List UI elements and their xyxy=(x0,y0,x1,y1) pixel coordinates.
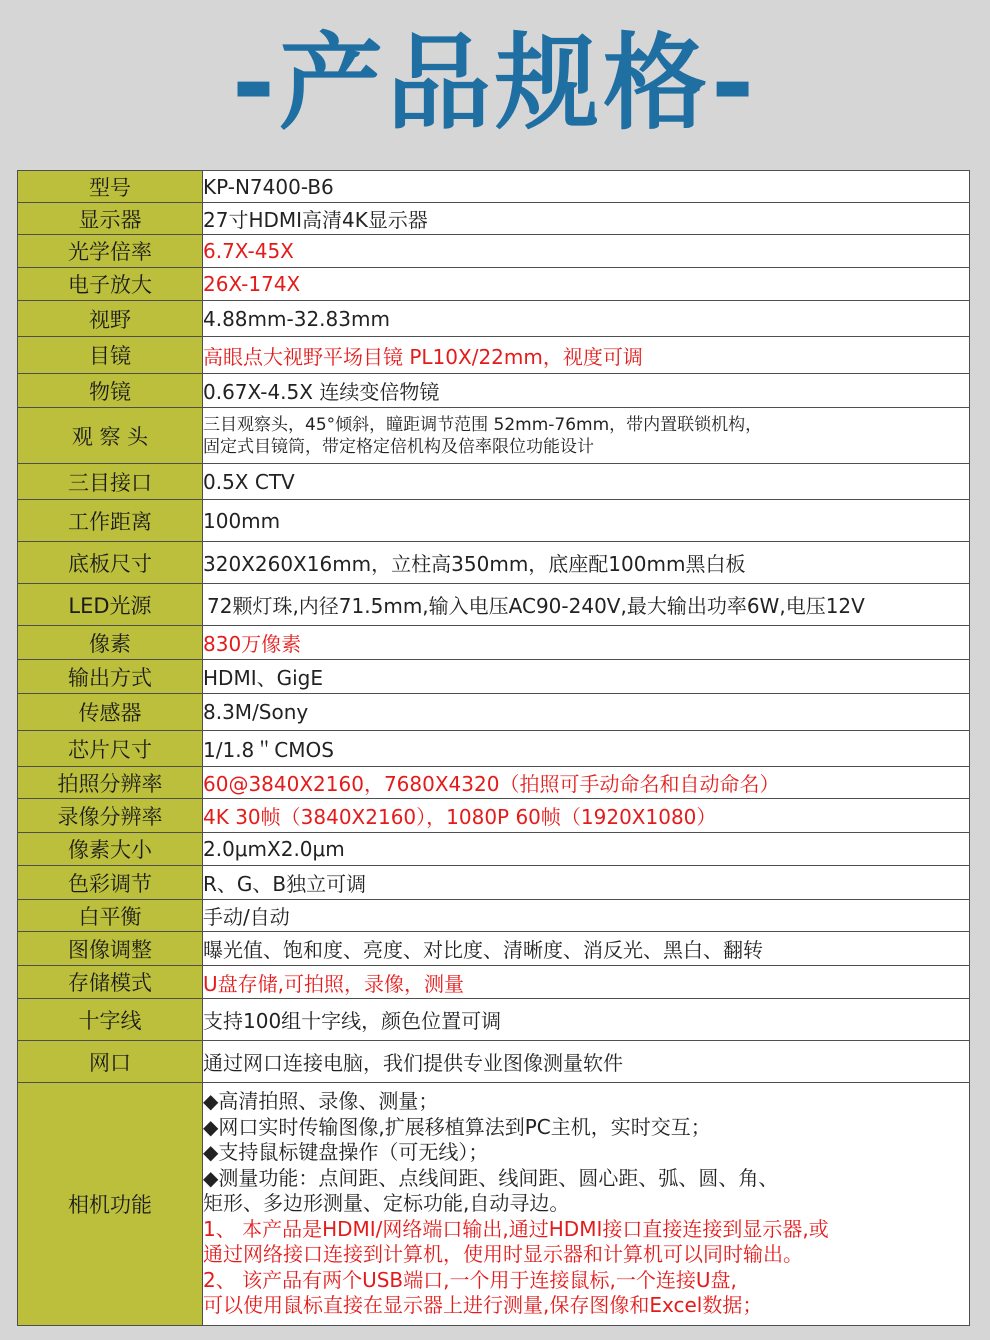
row-value: 26X-174X xyxy=(203,268,970,301)
row-value: 曝光值、饱和度、亮度、对比度、清晰度、消反光、黑白、翻转 xyxy=(203,932,970,966)
row-value: 2.0μmX2.0μm xyxy=(203,833,970,866)
table-row xyxy=(18,408,970,464)
value-line: 三目观察头，45°倾斜，瞳距调节范围 52mm-76mm，带内置联锁机构， xyxy=(203,414,763,435)
row-value: 0.67X-4.5X 连续变倍物镜 xyxy=(203,374,970,408)
table-row xyxy=(18,542,970,584)
camera-features xyxy=(203,1083,970,1326)
row-label: 网口 xyxy=(18,1041,203,1083)
row-label: 十字线 xyxy=(18,999,203,1041)
value-line: 固定式目镜筒，带定格定倍机构及倍率限位功能设计 xyxy=(203,436,594,457)
row-label: 三目接口 xyxy=(18,464,203,500)
row-label: 录像分辨率 xyxy=(18,799,203,833)
row-label: 电子放大 xyxy=(18,268,203,301)
feature-line: ◆支持鼠标键盘操作（可无线）； xyxy=(203,1140,489,1165)
table-row xyxy=(18,203,970,235)
feature-line: ◆测量功能：点间距、点线间距、线间距、圆心距、弧、圆、角、 xyxy=(203,1165,779,1190)
row-value: U盘存储,可拍照，录像，测量 xyxy=(203,966,970,999)
table-row xyxy=(18,268,970,301)
row-label: 像素大小 xyxy=(18,833,203,866)
row-value: 60@3840X2160，7680X4320（拍照可手动命名和自动命名） xyxy=(203,767,970,799)
row-value: 6.7X-45X xyxy=(203,235,970,268)
row-label: 存储模式 xyxy=(18,966,203,999)
table-row xyxy=(18,626,970,660)
row-value: 通过网口连接电脑，我们提供专业图像测量软件 xyxy=(203,1041,970,1083)
table-row xyxy=(18,171,970,203)
row-value: KP-N7400-B6 xyxy=(203,171,970,203)
table-row xyxy=(18,374,970,408)
feature-line: ◆高清拍照、录像、测量； xyxy=(203,1089,439,1114)
row-label: 输出方式 xyxy=(18,660,203,694)
table-row xyxy=(18,900,970,932)
table-row xyxy=(18,1083,970,1326)
row-value xyxy=(203,408,970,464)
table-row xyxy=(18,660,970,694)
row-value: 320X260X16mm，立柱高350mm，底座配100mm黑白板 xyxy=(203,542,970,584)
row-label: 传感器 xyxy=(18,694,203,731)
row-label: 色彩调节 xyxy=(18,866,203,900)
feature-note-line: 通过网络接口连接到计算机，使用时显示器和计算机可以同时输出。 xyxy=(203,1242,803,1267)
row-label: 底板尺寸 xyxy=(18,542,203,584)
table-row xyxy=(18,767,970,799)
row-label: 工作距离 xyxy=(18,500,203,542)
row-value: HDMI、GigE xyxy=(203,660,970,694)
row-label: 目镜 xyxy=(18,337,203,374)
row-label: 芯片尺寸 xyxy=(18,731,203,767)
row-value: 0.5X CTV xyxy=(203,464,970,500)
row-value: 830万像素 xyxy=(203,626,970,660)
row-label: 拍照分辨率 xyxy=(18,767,203,799)
row-value: 高眼点大视野平场目镜 PL10X/22mm，视度可调 xyxy=(203,337,970,374)
row-value: 支持100组十字线，颜色位置可调 xyxy=(203,999,970,1041)
row-value: R、G、B独立可调 xyxy=(203,866,970,900)
table-row xyxy=(18,966,970,999)
row-label: 型号 xyxy=(18,171,203,203)
table-row xyxy=(18,799,970,833)
row-label: 视野 xyxy=(18,301,203,337)
row-value: 27寸HDMI高清4K显示器 xyxy=(203,203,970,235)
table-row xyxy=(18,833,970,866)
table-row xyxy=(18,694,970,731)
feature-line: 矩形、多边形测量、定标功能,自动寻边。 xyxy=(203,1191,570,1216)
page-title: -产品规格- xyxy=(231,22,759,144)
row-value: 100mm xyxy=(203,500,970,542)
table-row xyxy=(18,235,970,268)
feature-line: ◆网口实时传输图像,扩展移植算法到PC主机，实时交互； xyxy=(203,1114,711,1139)
row-value: 8.3M/Sony xyxy=(203,694,970,731)
row-label: 观 察 头 xyxy=(18,408,203,464)
row-label: 相机功能 xyxy=(18,1083,203,1326)
table-row xyxy=(18,464,970,500)
row-value: 4K 30帧（3840X2160），1080P 60帧（1920X1080） xyxy=(203,799,970,833)
row-label: 像素 xyxy=(18,626,203,660)
row-value: 手动/自动 xyxy=(203,900,970,932)
feature-note-line: 可以使用鼠标直接在显示器上进行测量,保存图像和Excel数据； xyxy=(203,1293,763,1318)
table-row xyxy=(18,866,970,900)
table-row xyxy=(18,500,970,542)
row-label: 白平衡 xyxy=(18,900,203,932)
table-row xyxy=(18,1041,970,1083)
table-row xyxy=(18,337,970,374)
table-row xyxy=(18,731,970,767)
table-row xyxy=(18,932,970,966)
table-row xyxy=(18,584,970,626)
table-row xyxy=(18,999,970,1041)
row-label: 光学倍率 xyxy=(18,235,203,268)
row-label: LED光源 xyxy=(18,584,203,626)
feature-note-line: 2、 该产品有两个USB端口,一个用于连接鼠标,一个连接U盘, xyxy=(203,1267,737,1292)
row-label: 图像调整 xyxy=(18,932,203,966)
spec-table xyxy=(17,170,970,1326)
row-label: 物镜 xyxy=(18,374,203,408)
row-value: 1/1.8＂CMOS xyxy=(203,731,970,767)
feature-note-line: 1、 本产品是HDMI/网络端口输出,通过HDMI接口直接连接到显示器,或 xyxy=(203,1216,829,1241)
row-label: 显示器 xyxy=(18,203,203,235)
table-row xyxy=(18,301,970,337)
row-value: 72颗灯珠,内径71.5mm,输入电压AC90-240V,最大输出功率6W,电压12V xyxy=(203,584,970,626)
row-value: 4.88mm-32.83mm xyxy=(203,301,970,337)
